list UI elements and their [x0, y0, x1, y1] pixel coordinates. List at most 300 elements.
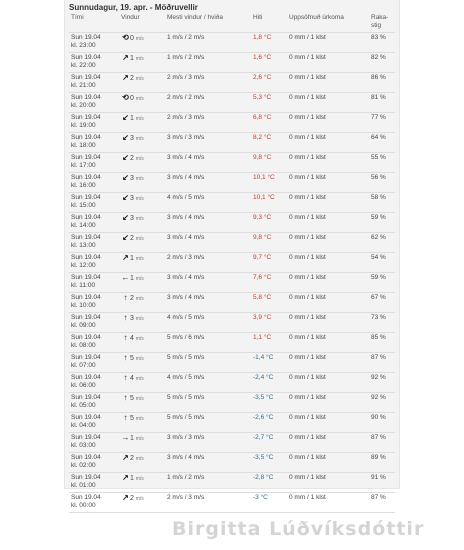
time-cell — [69, 453, 119, 473]
wind-cell — [119, 413, 165, 433]
wind-direction-icon: ↗ — [122, 473, 129, 482]
temperature-cell: 1,6 °C — [251, 53, 287, 73]
precipitation-cell: 0 mm / 1 klst — [287, 33, 369, 53]
wind-speed: 3 — [130, 135, 134, 142]
humidity-cell: 77 % — [369, 113, 395, 133]
temperature-cell: 9,8 °C — [251, 233, 287, 253]
precipitation-cell: 0 mm / 1 klst — [287, 273, 369, 293]
wind-unit: m/s — [135, 96, 144, 102]
temperature-cell: 2,6 °C — [251, 73, 287, 93]
time-cell — [69, 313, 119, 333]
humidity-cell: 87 % — [369, 493, 395, 513]
wind-cell — [119, 293, 165, 313]
date-text: Sun 19.04 — [71, 234, 101, 241]
wind-cell — [119, 393, 165, 413]
humidity-cell: 59 % — [369, 213, 395, 233]
table-row — [69, 493, 395, 513]
table-row — [69, 373, 395, 393]
wind-direction-icon: ↙ — [122, 153, 129, 162]
humidity-cell: 56 % — [369, 173, 395, 193]
time-cell — [69, 93, 119, 113]
hour-text: kl. 12:00 — [71, 262, 96, 269]
wind-speed: 2 — [130, 455, 134, 462]
time-cell — [69, 193, 119, 213]
precipitation-cell: 0 mm / 1 klst — [287, 473, 369, 493]
table-row — [69, 333, 395, 353]
wind-speed: 3 — [130, 315, 134, 322]
date-text: Sun 19.04 — [71, 334, 101, 341]
wind-unit: m/s — [135, 216, 144, 222]
table-title: Sunnudagur, 19. apr. - Möðruvellir — [69, 3, 198, 12]
wind-speed: 2 — [130, 235, 134, 242]
header-humidity: Raka-stig — [369, 13, 395, 33]
max-wind-cell: 1 m/s / 2 m/s — [165, 473, 251, 493]
wind-speed: 5 — [130, 355, 134, 362]
hour-text: kl. 13:00 — [71, 242, 96, 249]
temperature-cell: 7,6 °C — [251, 273, 287, 293]
wind-speed: 1 — [130, 275, 134, 282]
temperature-cell: 3,9 °C — [251, 313, 287, 333]
wind-speed: 0 — [130, 35, 134, 42]
wind-direction-icon: ↙ — [122, 133, 129, 142]
wind-direction-icon: ↑ — [123, 413, 128, 422]
hour-text: kl. 23:00 — [71, 42, 96, 49]
temperature-cell: -2,8 °C — [251, 473, 287, 493]
max-wind-cell: 5 m/s / 5 m/s — [165, 353, 251, 373]
hour-text: kl. 22:00 — [71, 62, 96, 69]
temperature-cell: 10,1 °C — [251, 173, 287, 193]
max-wind-cell: 5 m/s / 5 m/s — [165, 393, 251, 413]
hour-text: kl. 09:00 — [71, 322, 96, 329]
precipitation-cell: 0 mm / 1 klst — [287, 453, 369, 473]
wind-unit: m/s — [135, 296, 144, 302]
table-row — [69, 173, 395, 193]
table-row — [69, 273, 395, 293]
time-cell — [69, 53, 119, 73]
observations-body — [69, 33, 395, 513]
wind-direction-icon: ↑ — [123, 393, 128, 402]
max-wind-cell: 3 m/s / 3 m/s — [165, 133, 251, 153]
wind-cell — [119, 93, 165, 113]
wind-direction-icon: ↑ — [123, 313, 128, 322]
temperature-cell: 1,1 °C — [251, 333, 287, 353]
wind-cell — [119, 453, 165, 473]
temperature-cell: 9,7 °C — [251, 253, 287, 273]
humidity-cell: 64 % — [369, 133, 395, 153]
wind-cell — [119, 353, 165, 373]
wind-cell — [119, 233, 165, 253]
header-temperature: Hiti — [251, 13, 287, 33]
temperature-cell: -3,5 °C — [251, 393, 287, 413]
table-row — [69, 413, 395, 433]
hour-text: kl. 05:00 — [71, 402, 96, 409]
date-text: Sun 19.04 — [71, 194, 101, 201]
table-row — [69, 433, 395, 453]
max-wind-cell: 3 m/s / 4 m/s — [165, 213, 251, 233]
wind-direction-icon: ↗ — [122, 453, 129, 462]
humidity-cell: 86 % — [369, 73, 395, 93]
wind-unit: m/s — [135, 496, 144, 502]
max-wind-cell: 3 m/s / 4 m/s — [165, 453, 251, 473]
wind-cell — [119, 273, 165, 293]
time-cell — [69, 393, 119, 413]
max-wind-cell: 3 m/s / 4 m/s — [165, 273, 251, 293]
wind-speed: 1 — [130, 255, 134, 262]
precipitation-cell: 0 mm / 1 klst — [287, 413, 369, 433]
table-row — [69, 253, 395, 273]
wind-cell — [119, 333, 165, 353]
wind-cell — [119, 473, 165, 493]
wind-unit: m/s — [135, 36, 144, 42]
wind-direction-icon: ↑ — [123, 353, 128, 362]
date-text: Sun 19.04 — [71, 474, 101, 481]
date-text: Sun 19.04 — [71, 314, 101, 321]
table-row — [69, 473, 395, 493]
author-watermark: Birgitta Lúðvíksdóttir — [172, 518, 425, 540]
table-row — [69, 33, 395, 53]
humidity-cell: 59 % — [369, 273, 395, 293]
date-text: Sun 19.04 — [71, 454, 101, 461]
table-row — [69, 193, 395, 213]
time-cell — [69, 333, 119, 353]
wind-speed: 2 — [130, 495, 134, 502]
wind-unit: m/s — [135, 116, 144, 122]
max-wind-cell: 1 m/s / 2 m/s — [165, 53, 251, 73]
date-text: Sun 19.04 — [71, 114, 101, 121]
precipitation-cell: 0 mm / 1 klst — [287, 73, 369, 93]
temperature-cell: 6,8 °C — [251, 113, 287, 133]
table-row — [69, 93, 395, 113]
precipitation-cell: 0 mm / 1 klst — [287, 113, 369, 133]
hour-text: kl. 15:00 — [71, 202, 96, 209]
precipitation-cell: 0 mm / 1 klst — [287, 353, 369, 373]
temperature-cell: 1,8 °C — [251, 33, 287, 53]
date-text: Sun 19.04 — [71, 34, 101, 41]
table-row — [69, 453, 395, 473]
wind-direction-icon: ↑ — [123, 373, 128, 382]
hour-text: kl. 11:00 — [71, 282, 96, 289]
humidity-cell: 85 % — [369, 333, 395, 353]
date-text: Sun 19.04 — [71, 494, 101, 501]
max-wind-cell: 5 m/s / 6 m/s — [165, 333, 251, 353]
wind-cell — [119, 113, 165, 133]
table-row — [69, 113, 395, 133]
wind-unit: m/s — [135, 236, 144, 242]
header-time: Tími — [69, 13, 119, 33]
wind-direction-icon: ↙ — [122, 233, 129, 242]
precipitation-cell: 0 mm / 1 klst — [287, 293, 369, 313]
wind-cell — [119, 493, 165, 513]
wind-cell — [119, 213, 165, 233]
wind-direction-icon: ↗ — [122, 53, 129, 62]
wind-unit: m/s — [135, 196, 144, 202]
wind-unit: m/s — [135, 316, 144, 322]
precipitation-cell: 0 mm / 1 klst — [287, 333, 369, 353]
wind-unit: m/s — [135, 336, 144, 342]
humidity-cell: 82 % — [369, 53, 395, 73]
max-wind-cell: 1 m/s / 2 m/s — [165, 33, 251, 53]
table-row — [69, 53, 395, 73]
precipitation-cell: 0 mm / 1 klst — [287, 313, 369, 333]
hour-text: kl. 00:00 — [71, 502, 96, 509]
wind-speed: 2 — [130, 75, 134, 82]
wind-direction-icon: ⟲ — [122, 93, 129, 102]
wind-speed: 3 — [130, 195, 134, 202]
wind-unit: m/s — [135, 376, 144, 382]
humidity-cell: 92 % — [369, 393, 395, 413]
wind-cell — [119, 173, 165, 193]
time-cell — [69, 493, 119, 513]
wind-speed: 0 — [130, 95, 134, 102]
table-row — [69, 313, 395, 333]
humidity-cell: 89 % — [369, 453, 395, 473]
date-text: Sun 19.04 — [71, 154, 101, 161]
wind-speed: 1 — [130, 55, 134, 62]
time-cell — [69, 473, 119, 493]
precipitation-cell: 0 mm / 1 klst — [287, 393, 369, 413]
humidity-cell: 87 % — [369, 353, 395, 373]
temperature-cell: -3 °C — [251, 493, 287, 513]
time-cell — [69, 173, 119, 193]
humidity-cell: 58 % — [369, 193, 395, 213]
humidity-cell: 62 % — [369, 233, 395, 253]
hour-text: kl. 03:00 — [71, 442, 96, 449]
header-precipitation: Uppsöfnuð úrkoma — [287, 13, 369, 33]
precipitation-cell: 0 mm / 1 klst — [287, 253, 369, 273]
wind-direction-icon: → — [121, 433, 130, 442]
date-text: Sun 19.04 — [71, 374, 101, 381]
wind-unit: m/s — [135, 256, 144, 262]
date-text: Sun 19.04 — [71, 434, 101, 441]
hour-text: kl. 20:00 — [71, 102, 96, 109]
humidity-cell: 91 % — [369, 473, 395, 493]
wind-unit: m/s — [135, 156, 144, 162]
temperature-cell: -2,6 °C — [251, 413, 287, 433]
wind-unit: m/s — [135, 476, 144, 482]
wind-direction-icon: ↙ — [122, 213, 129, 222]
wind-cell — [119, 33, 165, 53]
header-row — [69, 13, 395, 33]
wind-speed: 4 — [130, 375, 134, 382]
time-cell — [69, 433, 119, 453]
wind-unit: m/s — [135, 276, 144, 282]
wind-unit: m/s — [135, 76, 144, 82]
max-wind-cell: 2 m/s / 3 m/s — [165, 493, 251, 513]
time-cell — [69, 213, 119, 233]
hour-text: kl. 18:00 — [71, 142, 96, 149]
table-row — [69, 213, 395, 233]
max-wind-cell: 2 m/s / 2 m/s — [165, 93, 251, 113]
time-cell — [69, 33, 119, 53]
wind-unit: m/s — [135, 56, 144, 62]
date-text: Sun 19.04 — [71, 354, 101, 361]
hour-text: kl. 04:00 — [71, 422, 96, 429]
hour-text: kl. 02:00 — [71, 462, 96, 469]
temperature-cell: 9,8 °C — [251, 153, 287, 173]
time-cell — [69, 133, 119, 153]
hour-text: kl. 17:00 — [71, 162, 96, 169]
wind-direction-icon: ↙ — [122, 173, 129, 182]
humidity-cell: 67 % — [369, 293, 395, 313]
wind-speed: 2 — [130, 155, 134, 162]
humidity-cell: 73 % — [369, 313, 395, 333]
temperature-cell: 8,2 °C — [251, 133, 287, 153]
precipitation-cell: 0 mm / 1 klst — [287, 493, 369, 513]
wind-cell — [119, 153, 165, 173]
hour-text: kl. 19:00 — [71, 122, 96, 129]
wind-direction-icon: ↗ — [122, 493, 129, 502]
table-row — [69, 233, 395, 253]
max-wind-cell: 2 m/s / 3 m/s — [165, 113, 251, 133]
time-cell — [69, 253, 119, 273]
date-text: Sun 19.04 — [71, 94, 101, 101]
wind-cell — [119, 253, 165, 273]
hour-text: kl. 01:00 — [71, 482, 96, 489]
wind-unit: m/s — [135, 136, 144, 142]
temperature-cell: 10,1 °C — [251, 193, 287, 213]
wind-cell — [119, 433, 165, 453]
date-text: Sun 19.04 — [71, 414, 101, 421]
date-text: Sun 19.04 — [71, 54, 101, 61]
hour-text: kl. 16:00 — [71, 182, 96, 189]
temperature-cell: -2,4 °C — [251, 373, 287, 393]
max-wind-cell: 4 m/s / 5 m/s — [165, 193, 251, 213]
wind-unit: m/s — [135, 416, 144, 422]
date-text: Sun 19.04 — [71, 394, 101, 401]
humidity-cell: 90 % — [369, 413, 395, 433]
precipitation-cell: 0 mm / 1 klst — [287, 133, 369, 153]
wind-cell — [119, 133, 165, 153]
wind-direction-icon: ↙ — [122, 193, 129, 202]
date-text: Sun 19.04 — [71, 74, 101, 81]
wind-cell — [119, 73, 165, 93]
time-cell — [69, 113, 119, 133]
max-wind-cell: 3 m/s / 4 m/s — [165, 233, 251, 253]
wind-speed: 3 — [130, 175, 134, 182]
wind-cell — [119, 373, 165, 393]
wind-direction-icon: ↙ — [122, 113, 129, 122]
wind-speed: 5 — [130, 415, 134, 422]
time-cell — [69, 73, 119, 93]
temperature-cell: 9,3 °C — [251, 213, 287, 233]
wind-direction-icon: ← — [121, 273, 130, 282]
time-cell — [69, 233, 119, 253]
temperature-cell: 5,3 °C — [251, 93, 287, 113]
date-text: Sun 19.04 — [71, 214, 101, 221]
time-cell — [69, 353, 119, 373]
date-text: Sun 19.04 — [71, 294, 101, 301]
precipitation-cell: 0 mm / 1 klst — [287, 53, 369, 73]
precipitation-cell: 0 mm / 1 klst — [287, 233, 369, 253]
precipitation-cell: 0 mm / 1 klst — [287, 93, 369, 113]
time-cell — [69, 293, 119, 313]
wind-unit: m/s — [135, 396, 144, 402]
wind-direction-icon: ↗ — [122, 73, 129, 82]
humidity-cell: 92 % — [369, 373, 395, 393]
hour-text: kl. 21:00 — [71, 82, 96, 89]
precipitation-cell: 0 mm / 1 klst — [287, 433, 369, 453]
wind-speed: 1 — [130, 475, 134, 482]
table-row — [69, 133, 395, 153]
hour-text: kl. 10:00 — [71, 302, 96, 309]
temperature-cell: -1,4 °C — [251, 353, 287, 373]
time-cell — [69, 273, 119, 293]
observations-table — [69, 13, 395, 513]
wind-direction-icon: ↑ — [123, 333, 128, 342]
max-wind-cell: 3 m/s / 4 m/s — [165, 293, 251, 313]
max-wind-cell: 2 m/s / 3 m/s — [165, 73, 251, 93]
hour-text: kl. 07:00 — [71, 362, 96, 369]
date-text: Sun 19.04 — [71, 134, 101, 141]
time-cell — [69, 413, 119, 433]
wind-speed: 5 — [130, 395, 134, 402]
wind-unit: m/s — [135, 436, 144, 442]
humidity-cell: 81 % — [369, 93, 395, 113]
temperature-cell: 5,8 °C — [251, 293, 287, 313]
max-wind-cell: 3 m/s / 4 m/s — [165, 153, 251, 173]
wind-cell — [119, 193, 165, 213]
precipitation-cell: 0 mm / 1 klst — [287, 173, 369, 193]
temperature-cell: -3,5 °C — [251, 453, 287, 473]
time-cell — [69, 153, 119, 173]
precipitation-cell: 0 mm / 1 klst — [287, 213, 369, 233]
precipitation-cell: 0 mm / 1 klst — [287, 153, 369, 173]
wind-direction-icon: ↑ — [123, 293, 128, 302]
table-row — [69, 73, 395, 93]
wind-direction-icon: ↗ — [122, 253, 129, 262]
humidity-cell: 87 % — [369, 433, 395, 453]
max-wind-cell: 2 m/s / 3 m/s — [165, 253, 251, 273]
temperature-cell: -2,7 °C — [251, 433, 287, 453]
max-wind-cell: 4 m/s / 5 m/s — [165, 373, 251, 393]
header-max-wind: Mesti vindur / hviða — [165, 13, 251, 33]
wind-speed: 3 — [130, 215, 134, 222]
date-text: Sun 19.04 — [71, 174, 101, 181]
humidity-cell: 55 % — [369, 153, 395, 173]
wind-speed: 1 — [130, 115, 134, 122]
time-cell — [69, 373, 119, 393]
wind-speed: 1 — [130, 435, 134, 442]
max-wind-cell: 5 m/s / 5 m/s — [165, 413, 251, 433]
table-row — [69, 293, 395, 313]
hour-text: kl. 14:00 — [71, 222, 96, 229]
table-row — [69, 393, 395, 413]
table-row — [69, 353, 395, 373]
hour-text: kl. 06:00 — [71, 382, 96, 389]
weather-observations-card — [64, 0, 400, 509]
humidity-cell: 83 % — [369, 33, 395, 53]
max-wind-cell: 3 m/s / 4 m/s — [165, 173, 251, 193]
wind-cell — [119, 53, 165, 73]
wind-direction-icon: ⟲ — [122, 33, 129, 42]
precipitation-cell: 0 mm / 1 klst — [287, 373, 369, 393]
date-text: Sun 19.04 — [71, 274, 101, 281]
wind-unit: m/s — [135, 356, 144, 362]
date-text: Sun 19.04 — [71, 254, 101, 261]
wind-speed: 2 — [130, 295, 134, 302]
precipitation-cell: 0 mm / 1 klst — [287, 193, 369, 213]
wind-cell — [119, 313, 165, 333]
header-wind: Vindur — [119, 13, 165, 33]
max-wind-cell: 4 m/s / 5 m/s — [165, 313, 251, 333]
wind-speed: 4 — [130, 335, 134, 342]
wind-unit: m/s — [135, 456, 144, 462]
humidity-cell: 54 % — [369, 253, 395, 273]
hour-text: kl. 08:00 — [71, 342, 96, 349]
wind-unit: m/s — [135, 176, 144, 182]
table-row — [69, 153, 395, 173]
max-wind-cell: 3 m/s / 3 m/s — [165, 433, 251, 453]
